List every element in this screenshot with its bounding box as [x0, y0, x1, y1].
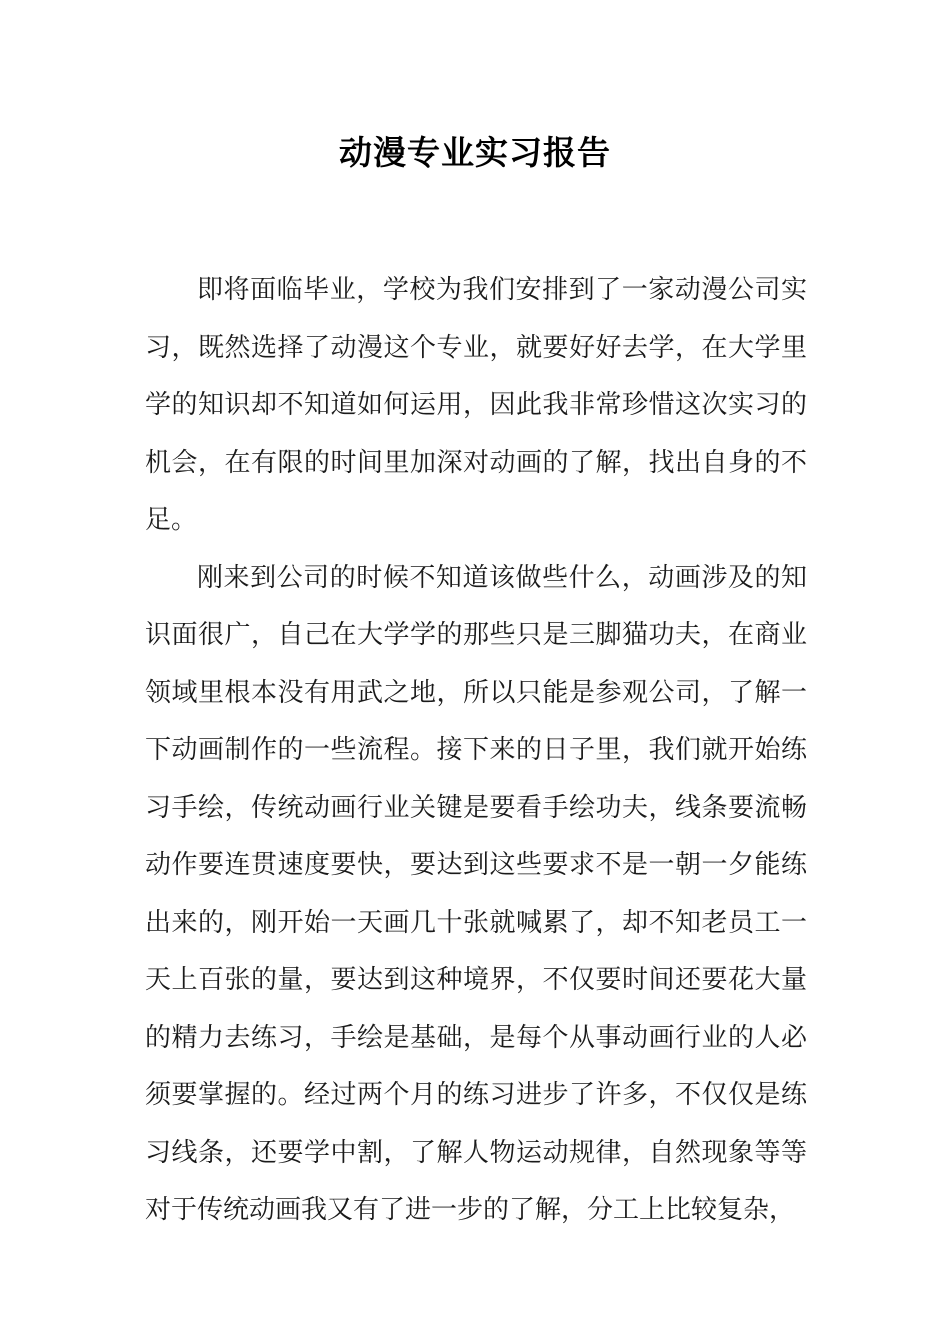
- paragraph-1: 即将面临毕业，学校为我们安排到了一家动漫公司实习，既然选择了动漫这个专业，就要好好去学，在大学里学的知识却不知道如何运用，因此我非常珍惜这次实习的机会，在有限的时间里加深对动画的了解，找出自身的不足。: [145, 275, 807, 535]
- document-body: [145, 262, 807, 1240]
- paragraph-2: 刚来到公司的时候不知道该做些什么，动画涉及的知识面很广，自己在大学学的那些只是三脚猫功夫，在商业领域里根本没有用武之地，所以只能是参观公司，了解一下动画制作的一些流程。接下来的日子里，我们就开始练习手绘，传统动画行业关键是要看手绘功夫，线条要流畅动作要连贯速度要快，要达到这些要求不是一朝一夕能练出来的，刚开始一天画几十张就喊累了，却不知老员工一天上百张的量，要达到这种境界，不仅要时间还要花大量的精力去练习，手绘是基础，是每个从事动画行业的人必须要掌握的。经过两个月的练习进步了许多，不仅仅是练习线条，还要学中割，了解人物运动规律，自然现象等等对于传统动画我又有了进一步的了解，分工上比较复杂，: [145, 562, 807, 1225]
- document-title: 动漫专业实习报告: [339, 133, 611, 172]
